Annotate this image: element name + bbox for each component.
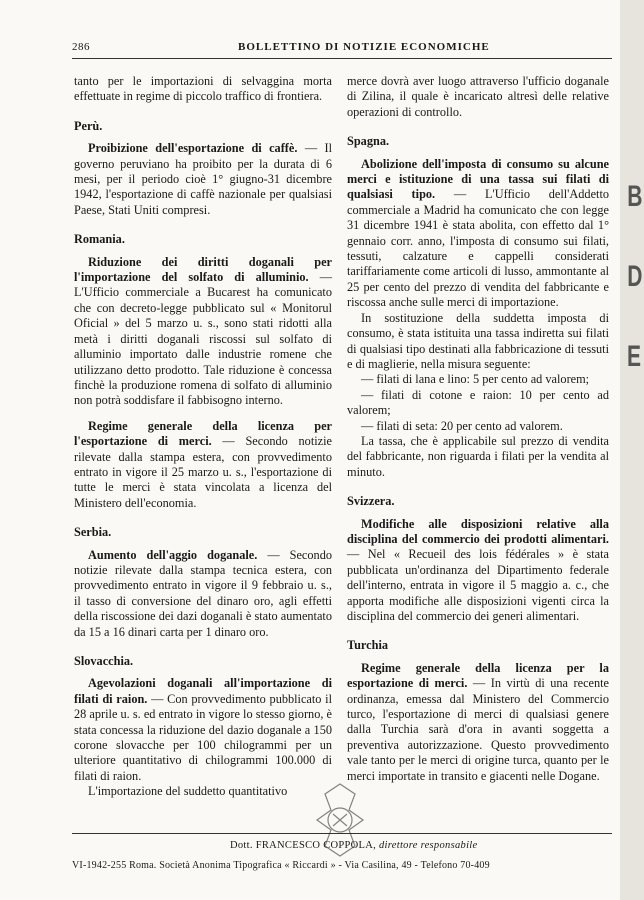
article-spagna: Abolizione dell'imposta di consumo su alcune merci e istituzione di una tassa sui filati di qualsiasi tipo. — L'Ufficio dell'Addetto commerciale a Madrid ha comunicato che con legge 31 dicembre 1941 è stata abolita, con effetto dal 1° gennaio corr. anno, l'imposta di consumo sui filati, tessuti, calzature e cappelli considerati tariffariamente come articoli di lusso, ammontante al 25 per cento del prezzo di vendita del fabbricante e riscossa anche sulle merci di importazione. — [347, 156, 610, 310]
article-heading: Agevolazioni doganali all'importazione di filati di raion. — [74, 676, 332, 706]
article-svizzera: Modifiche alle disposizioni relative alla disciplina del commercio dei prodotti alimentari. — Nel « Recueil des lois fédérales » è stata pubblicata un'ordinanza del Dipartimento federale dell'interno, entrata in vigore il 5 maggio a. c., che apporta modifiche alle disposizioni vigenti circa la disciplina del commercio dei generi alimentari. — [347, 516, 609, 623]
rate-item: — filati di lana e lino: 5 per cento ad valorem; — [361, 372, 590, 387]
article-spagna-3: La tassa, che è applicabile sul prezzo di vendita del fabbricante, non riguarda i filati per la vendita al minuto. — [347, 433, 609, 479]
section-title-romania: Romania. — [74, 232, 125, 247]
page-number: 286 — [72, 41, 90, 53]
section-title-turchia: Turchia — [347, 638, 389, 653]
article-slovacchia: Agevolazioni doganali all'importazione di filati di raion. — Con provvedimento pubblicato il 28 aprile u. s. ed entrato in vigore lo stesso giorno, è stata concessa la riduzione del dazio doganale a 150 corone slovacche per 100 chilogrammi per un ulteriore quantitativo di chilogrammi 100.000 di filati di raion. — [74, 676, 333, 783]
running-header — [72, 41, 612, 57]
edge-letter: E — [627, 340, 642, 373]
director-name: Dott. FRANCESCO COPPOLA — [230, 840, 374, 851]
article-peru: Proibizione dell'esportazione di caffè. — Il governo peruviano ha proibito per la durata di 6 mesi, per il periodo cioè 1° giugno-31 dicembre 1942, l'esportazione di caffè nazionale per qualsiasi Paese, Stati Uniti compresi. — [74, 141, 333, 217]
right-column — [347, 74, 609, 784]
section-title-serbia: Serbia. — [74, 525, 112, 540]
edge-letter: B — [627, 180, 643, 213]
rate-item: — filati di cotone e raion: 10 per cento ad valorem; — [347, 387, 609, 418]
director-role: direttore responsabile — [379, 840, 478, 851]
section-title-spagna: Spagna. — [347, 134, 390, 149]
header-rule — [72, 58, 612, 59]
article-turchia: Regime generale della licenza per la esportazione di merci. — In virtù di una recente ordinanza, emessa dal Ministero del Commercio turco, l'esportazione di merci di qualsiasi genere dalla Turchia sarà d'ora in avanti soggetta a preventiva autorizzazione. Questo provvedimento vale tanto per le merci di origine turca, quanto per le merci importate in transito e giacenti nelle Dogane. — [347, 660, 610, 783]
article-heading: Riduzione dei diritti doganali per l'importazione del solfato di alluminio. — [74, 254, 332, 285]
article-heading: Proibizione dell'esportazione di caffè. — [88, 141, 298, 156]
section-title-slovacchia: Slovacchia. — [74, 654, 134, 668]
article-romania-1: Riduzione dei diritti doganali per l'importazione del solfato di alluminio. — L'Ufficio commerciale a Bucarest ha comunicato che con decreto-legge pubblicato sul « Monitorul Oficial » del 5 marzo u. s., sono stati ridotti alla metà i diritti doganali riscossi sul solfato di alluminio importato dalle industrie romene che utilizzano detto prodotto. Tale riduzione è concessa finchè la produzione romena di solfato di alluminio non potrà soddisfare il fabbisogno interno. — [74, 254, 333, 408]
edge-letter: D — [627, 260, 643, 293]
rate-item: — filati di seta: 20 per cento ad valorem. — [361, 418, 563, 433]
facing-page-edge — [620, 0, 644, 900]
article-spagna-2: In sostituzione della suddetta imposta di consumo, è stata istituita una tassa indiretta sui filati di qualsiasi tipo destinati alla fabbricazione di tessuti e di maglierie, nella misura seguente: — [347, 310, 609, 371]
section-title-peru: Perù. — [74, 118, 103, 133]
article-romania-2: Regime generale della licenza per l'esportazione di merci. — Secondo notizie rilevate dalla stampa estera, con provvedimento entrato in vigore il 25 marzo u. s., l'esportazione di tutte le merci è stata vincolata a licenza del Ministero dell'economia. — [74, 418, 332, 510]
library-stamp — [305, 780, 375, 860]
article-slovacchia-cont: L'importazione del suddetto quantitativo — [88, 784, 288, 799]
article-heading: Aumento dell'aggio doganale. — [88, 547, 258, 562]
bulletin-title: BOLLETTINO DI NOTIZIE ECONOMICHE — [238, 41, 490, 53]
printer-imprint: VI-1942-255 Roma. Società Anonima Tipografica « Riccardi » - Via Casilina, 49 - Telefono 70-409 — [72, 860, 490, 871]
article-serbia: Aumento dell'aggio doganale. — Secondo notizie rilevate dalla stampa tecnica estera, con provvedimento entrato in vigore il 9 febbraio u. s., il tasso di conversione del dinaro oro, agli effetti della riscossione dei dazi doganali è stato aumentato da 15 a 16 dinari carta per 1 dinaro oro. — [74, 547, 332, 639]
article-heading: Regime generale della licenza per la esportazione di merci. — [347, 660, 609, 691]
article-heading: Regime generale della licenza per l'esportazione di merci. — [74, 418, 332, 449]
article-heading: Modifiche alle disposizioni relative alla disciplina del commercio dei prodotti alimentari. — [347, 516, 609, 546]
article-heading: Abolizione dell'imposta di consumo su alcune merci e istituzione di una tassa sui filati di qualsiasi tipo. — [347, 156, 609, 202]
left-column — [74, 74, 332, 800]
continuation-paragraph: merce dovrà aver luogo attraverso l'ufficio doganale di Zilina, il quale è incaricato altresì delle relative operazioni di controllo. — [347, 74, 609, 119]
director-credit: Dott. FRANCESCO COPPOLA, direttore responsabile — [230, 840, 478, 851]
continuation-paragraph: tanto per le importazioni di selvaggina morta effettuate in regime di piccolo traffico di frontiera. — [74, 74, 332, 104]
section-title-svizzera: Svizzera. — [347, 494, 395, 509]
